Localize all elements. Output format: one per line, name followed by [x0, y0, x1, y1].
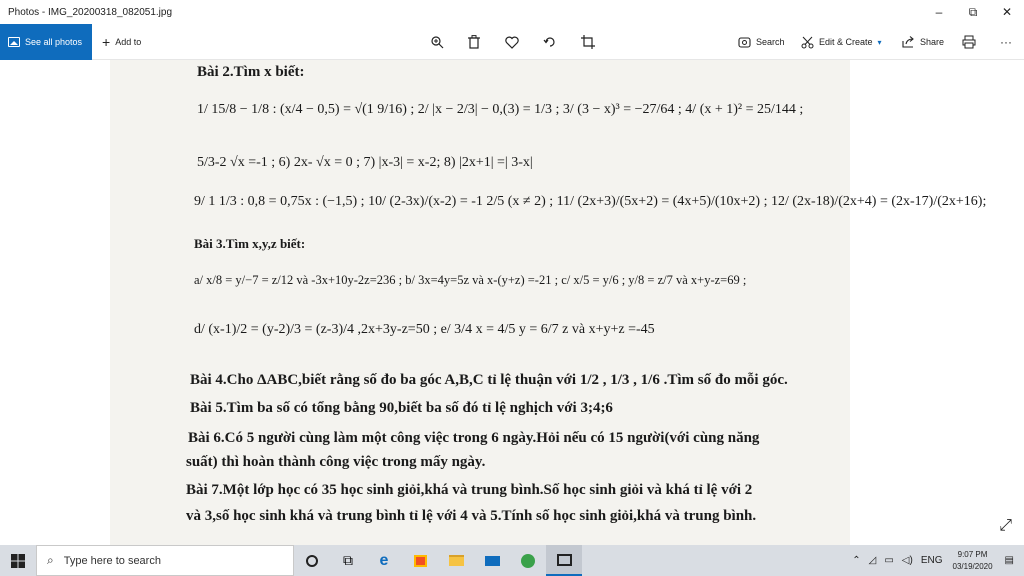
maximize-button[interactable]: ⧉ [968, 4, 978, 19]
cortana-icon [306, 555, 318, 567]
clock[interactable] [953, 549, 993, 573]
clock-time: 9:07 PM [957, 549, 988, 559]
bai5-text: Bài 5.Tìm ba số có tổng bằng 90,biết ba số đó tỉ lệ nghịch với 3;4;6 [190, 400, 613, 416]
minimize-button[interactable]: – [935, 5, 943, 19]
notifications-icon[interactable]: ▤ [1004, 555, 1014, 566]
bai2-title: Bài 2.Tìm x biết: [197, 64, 305, 80]
store-icon [414, 555, 427, 567]
taskbar [0, 545, 1024, 576]
search-icon [738, 36, 751, 49]
edit-create-button[interactable] [801, 24, 882, 60]
edit-create-label: Edit & Create [819, 37, 873, 47]
cortana-button[interactable] [294, 545, 330, 576]
crop-icon [581, 35, 595, 49]
photos-toolbar [0, 24, 1024, 60]
add-to-label: Add to [115, 37, 142, 47]
more-options-button[interactable] [1000, 24, 1012, 60]
expand-icon[interactable]: ⤢ [999, 517, 1012, 534]
green-app[interactable] [510, 545, 546, 576]
trash-icon [468, 35, 480, 49]
folder-icon [449, 555, 464, 566]
print-icon [962, 35, 976, 49]
chevron-up-icon[interactable]: ⌃ [852, 555, 861, 566]
photo-document [110, 60, 987, 545]
search-button[interactable] [738, 24, 785, 60]
share-button[interactable] [902, 24, 944, 60]
clock-date: 03/19/2020 [952, 561, 993, 571]
crop-button[interactable] [581, 24, 595, 60]
chevron-down-icon: ▾ [877, 37, 882, 47]
battery-icon[interactable]: ▭ [884, 555, 894, 566]
search-label: Search [756, 37, 785, 47]
bai2-line1: 1/ 15/8 − 1/8 : (x/4 − 0,5) = √(1 9/16) ; 2/ |x − 2/3| − 0,(3) = 1/3 ; 3/ (3 − x)³ = −27/64 ; 4/ (x + 1)² = 25/144 ; [197, 102, 804, 117]
heart-icon [505, 36, 519, 49]
edge-app[interactable] [366, 545, 402, 576]
taskbar-search-placeholder: Type here to search [63, 554, 161, 567]
bai2-line3: 9/ 1 1/3 : 0,8 = 0,75x : (−1,5) ; 10/ (2-3x)/(x-2) = -1 2/5 (x ≠ 2) ; 11/ (2x+3)/(5x+2) = (4x+5)/(10x+2) ; 12/ (2x-18)/(2x+4) = (2x-17)/(2x+16); [194, 194, 987, 209]
edge-icon: e [379, 551, 389, 569]
window-title: Photos - IMG_20200318_082051.jpg [8, 6, 173, 18]
network-icon[interactable]: ◿ [868, 555, 877, 566]
photos-icon [8, 37, 20, 47]
system-tray [848, 545, 1024, 576]
rotate-button[interactable] [543, 24, 557, 60]
zoom-icon [430, 35, 444, 49]
bai4-text: Bài 4.Cho ΔABC,biết rằng số đo ba góc A,B,C tỉ lệ thuận với 1/2 , 1/3 , 1/6 .Tìm số đo mỗi góc. [190, 372, 788, 388]
mail-icon [485, 556, 500, 566]
see-all-photos-button[interactable] [0, 24, 92, 60]
bai6-text-line2: suất) thì hoàn thành công việc trong mấy ngày. [186, 454, 486, 470]
green-app-icon [521, 554, 535, 568]
mail-app[interactable] [474, 545, 510, 576]
task-view-button[interactable] [330, 545, 366, 576]
file-explorer-app[interactable] [438, 545, 474, 576]
task-view-icon: ⧉ [343, 552, 353, 568]
bai3-title: Bài 3.Tìm x,y,z biết: [194, 236, 306, 251]
delete-button[interactable] [468, 24, 480, 60]
share-icon [902, 36, 915, 48]
store-app[interactable] [402, 545, 438, 576]
language-indicator[interactable]: ENG [920, 555, 943, 566]
photos-taskbar-icon [557, 554, 572, 566]
bai2-line2: 5/3-2 √x =-1 ; 6) 2x- √x = 0 ; 7) |x-3| = x-2; 8) |2x+1| =| 3-x| [197, 155, 533, 170]
bai3-line2: d/ (x-1)/2 = (y-2)/3 = (z-3)/4 ,2x+3y-z=50 ; e/ 3/4 x = 4/5 y = 6/7 z và x+y+z =-45 [194, 322, 655, 337]
plus-icon: + [102, 34, 111, 50]
see-all-photos-label: See all photos [25, 37, 83, 47]
start-button[interactable] [0, 545, 36, 576]
windows-logo-icon [11, 554, 25, 568]
photos-app[interactable] [546, 545, 582, 576]
search-icon: ⌕ [47, 553, 54, 567]
rotate-icon [543, 35, 557, 49]
bai7-text-line2: và 3,số học sinh khá và trung bình tỉ lệ với 4 và 5.Tính số học sinh giỏi,khá và trung bình. [186, 508, 757, 524]
favorite-button[interactable] [505, 24, 519, 60]
bai6-text-line1: Bài 6.Có 5 người cùng làm một công việc trong 6 ngày.Hỏi nếu có 15 người(với cùng năng [188, 430, 760, 446]
zoom-button[interactable] [430, 24, 444, 60]
image-viewer[interactable] [0, 60, 1024, 545]
volume-icon[interactable]: ◁) [901, 555, 913, 566]
print-button[interactable] [962, 24, 976, 60]
more-icon: ··· [1000, 35, 1012, 49]
add-to-button[interactable] [102, 24, 141, 60]
taskbar-search-box[interactable] [36, 545, 294, 576]
bai7-text-line1: Bài 7.Một lớp học có 35 học sinh giỏi,khá và trung bình.Số học sinh giỏi và khá tỉ lệ với 2 [186, 482, 753, 498]
title-bar [0, 0, 1024, 24]
bai3-line1: a/ x/8 = y/−7 = z/12 và -3x+10y-2z=236 ; b/ 3x=4y=5z và x-(y+z) =-21 ; c/ x/5 = y/6 ; y/8 = z/7 và x+y-z=69 ; [194, 273, 747, 287]
share-label: Share [920, 37, 945, 47]
scissors-icon [801, 36, 814, 49]
close-button[interactable]: ✕ [1001, 5, 1013, 19]
